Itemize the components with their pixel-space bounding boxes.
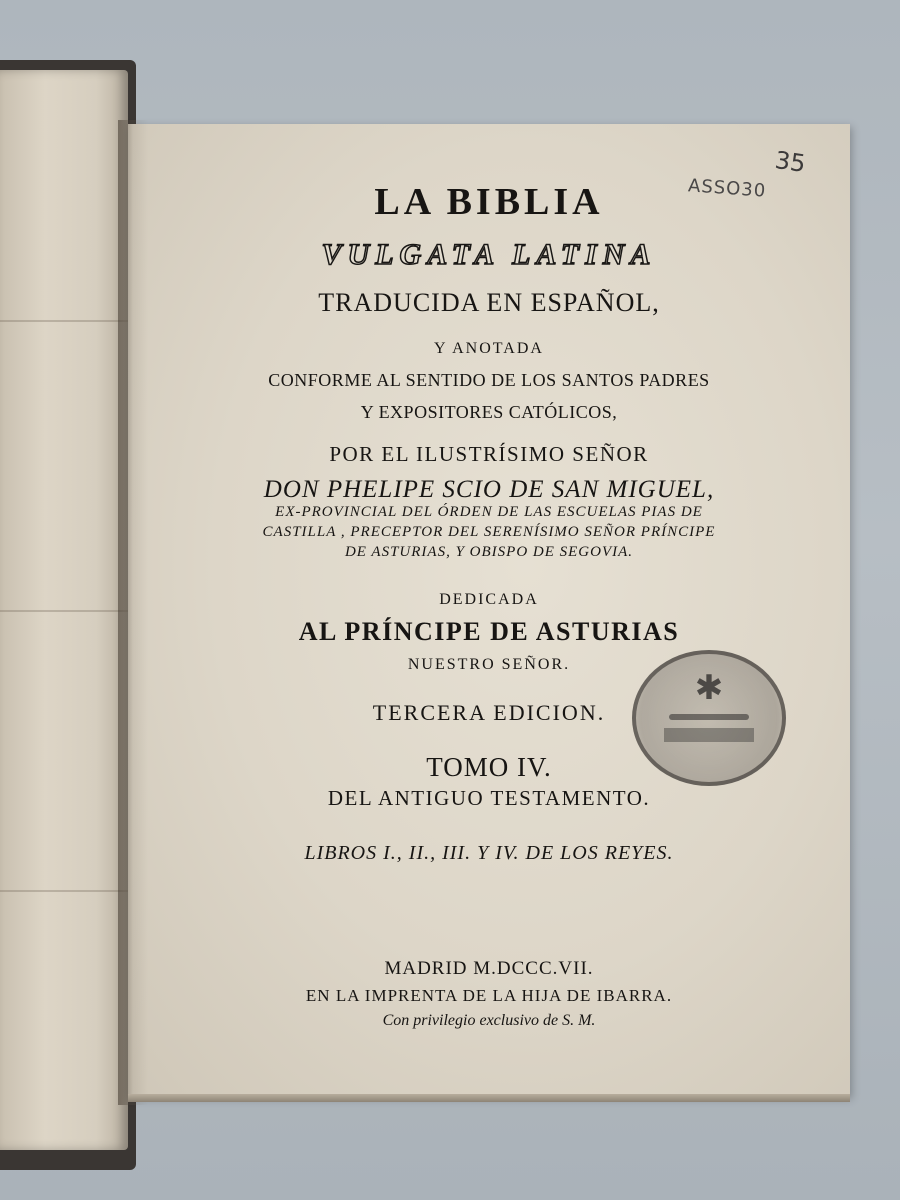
dedicated-line: DEDICADA [439,591,539,608]
dedicatee-line: AL PRÍNCIPE DE ASTURIAS [298,617,680,646]
imprint-place: MADRID M.DCCC.VII. [384,958,594,979]
page-edge [128,1094,850,1102]
imprint-printer: EN LA IMPRENTA DE LA HIJA DE IBARRA. [305,986,673,1005]
translated-line: TRADUCIDA EN ESPAÑOL, [318,288,660,317]
author-name: DON PHELIPE SCIO DE SAN MIGUEL, [263,476,715,503]
handwritten-code: ASSO30 [687,175,767,202]
edition-line: TERCERA EDICION. [372,700,606,725]
page-crease [0,610,128,612]
author-desc-line: DE ASTURIAS, Y OBISPO DE SEGOVIA. [344,544,634,560]
page-crease [0,890,128,892]
expositores-line: Y EXPOSITORES CATÓLICOS, [360,402,618,422]
page-title: LA BIBLIA [374,181,604,223]
privilege-line: Con privilegio exclusivo de S. M. [382,1012,596,1029]
dedicatee-sub-line: NUESTRO SEÑOR. [407,656,571,673]
books-line: LIBROS I., II., III. Y IV. DE LOS REYES. [304,842,674,864]
por-line: POR EL ILUSTRÍSIMO SEÑOR [329,442,649,466]
annotated-line: Y ANOTADA [434,340,544,357]
handwritten-number: 35 [773,146,808,178]
author-desc-line: CASTILLA , PRECEPTOR DEL SERENÍSIMO SEÑOR PRÍNCIPE [262,524,716,540]
subtitle-decorative: VULGATA LATINA [321,238,657,271]
left-page [0,70,128,1150]
volume-line: TOMO IV. [426,752,552,782]
stamp-bar [669,714,749,720]
author-desc-line: EX-PROVINCIAL DEL ÓRDEN DE LAS ESCUELAS PIAS DE [275,504,703,520]
star-icon: ✱ [694,670,724,707]
conforme-line: CONFORME AL SENTIDO DE LOS SANTOS PADRES [268,370,710,390]
stamp-bar [664,728,754,742]
library-stamp [632,650,786,786]
testament-line: DEL ANTIGUO TESTAMENTO. [327,786,651,810]
page-crease [0,320,128,322]
